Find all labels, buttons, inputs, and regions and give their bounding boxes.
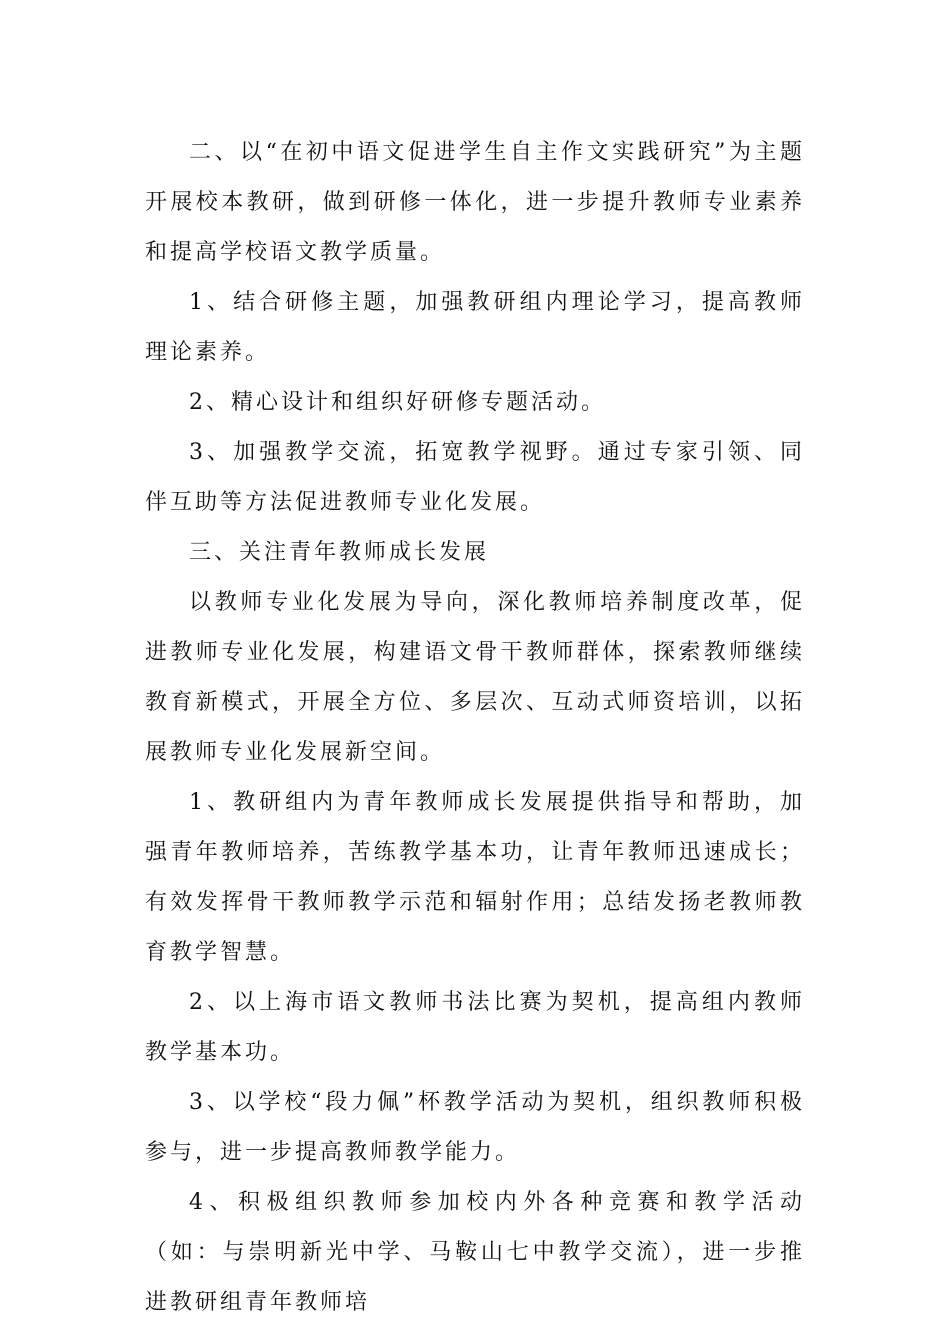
document-body — [145, 128, 805, 1328]
paragraph-item-2-calligraphy: 2、以上海市语文教师书法比赛为契机，提高组内教师教学基本功。 — [145, 990, 805, 1065]
paragraph-item-2: 2、精心设计和组织好研修专题活动。 — [189, 390, 606, 415]
section-two-heading-paragraph: 二、以“在初中语文促进学生自主作文实践研究”为主题开展校本教研，做到研修一体化，进一步提升教师专业素养和提高学校语文教学质量。 — [145, 140, 805, 265]
paragraph-item-3-cup: 3、以学校“段力佩”杯教学活动为契机，组织教师积极参与，进一步提高教师教学能力。 — [145, 1090, 805, 1165]
paragraph-item-4-competitions: 4、积极组织教师参加校内外各种竞赛和教学活动（如：与崇明新光中学、马鞍山七中教学交流），进一步推进教研组青年教师培 — [145, 1190, 805, 1315]
paragraph-item-1: 1、结合研修主题，加强教研组内理论学习，提高教师理论素养。 — [145, 290, 805, 365]
section-three-intro-paragraph: 以教师专业化发展为导向，深化教师培养制度改革，促进教师专业化发展，构建语文骨干教师群体，探索教师继续教育新模式，开展全方位、多层次、互动式师资培训，以拓展教师专业化发展新空间。 — [145, 590, 805, 765]
section-three-heading: 三、关注青年教师成长发展 — [189, 540, 490, 565]
paragraph-item-3: 3、加强教学交流，拓宽教学视野。通过专家引领、同伴互助等方法促进教师专业化发展。 — [145, 440, 805, 515]
paragraph-item-1-youth: 1、教研组内为青年教师成长发展提供指导和帮助，加强青年教师培养，苦练教学基本功，让青年教师迅速成长；有效发挥骨干教师教学示范和辐射作用；总结发扬老教师教育教学智慧。 — [145, 790, 805, 965]
